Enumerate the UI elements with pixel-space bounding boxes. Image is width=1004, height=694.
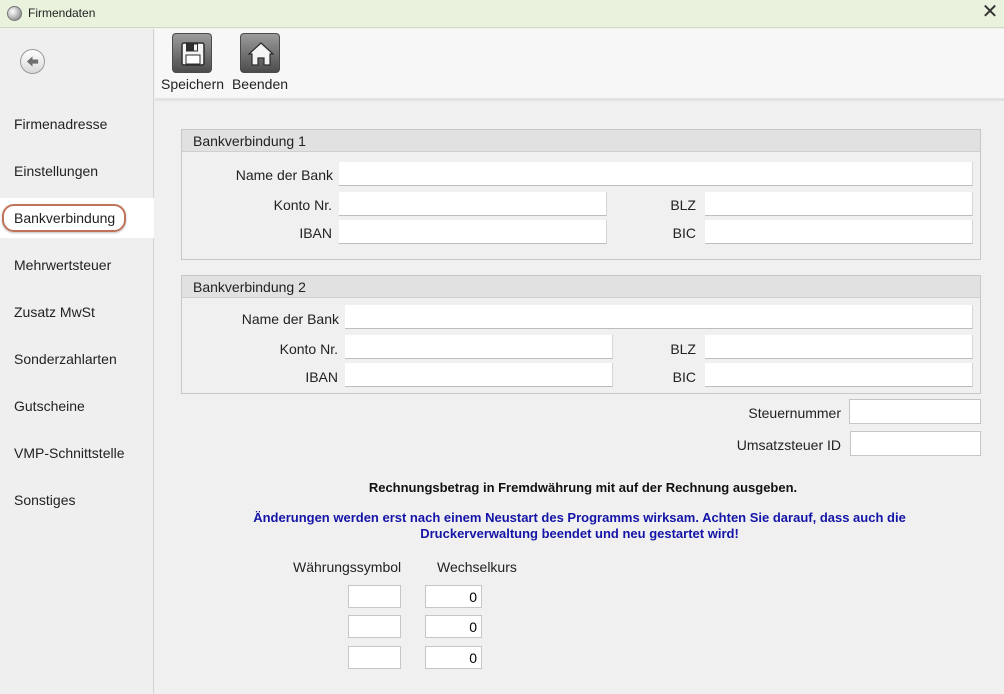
bank-account-1-group bbox=[181, 129, 981, 260]
vat-id-input[interactable] bbox=[850, 431, 981, 456]
sidebar-item-sonderzahlarten[interactable] bbox=[0, 339, 154, 379]
exit-button-label: Beenden bbox=[231, 76, 289, 92]
sidebar-item-label: Gutscheine bbox=[14, 398, 85, 414]
sidebar-item-label: Firmenadresse bbox=[14, 116, 108, 132]
currency-symbol-input-2[interactable] bbox=[348, 615, 401, 638]
close-button[interactable]: ✕ bbox=[981, 1, 999, 23]
foreign-currency-heading: Rechnungsbetrag in Fremdwährung mit auf der Rechnung ausgeben. bbox=[368, 480, 798, 495]
bank-name-input[interactable] bbox=[345, 305, 973, 329]
exit-button[interactable] bbox=[231, 33, 289, 92]
sidebar-item-label: Sonderzahlarten bbox=[14, 351, 117, 367]
sidebar-item-sonstiges[interactable] bbox=[0, 480, 154, 520]
sidebar-item-zusatz-mwst[interactable] bbox=[0, 292, 154, 332]
bank-name-label: Name der Bank bbox=[235, 167, 333, 183]
bic-label: BIC bbox=[672, 369, 696, 385]
account-number-label: Konto Nr. bbox=[273, 197, 332, 213]
exchange-rate-input-2[interactable] bbox=[425, 615, 482, 638]
vat-id-label: Umsatzsteuer ID bbox=[736, 437, 841, 453]
group-title: Bankverbindung 2 bbox=[182, 276, 980, 298]
arrow-left-icon bbox=[25, 54, 40, 69]
restart-notice-line-1: Änderungen werden erst nach einem Neustart des Programms wirksam. Achten Sie darauf, dass auch die bbox=[253, 510, 906, 525]
iban-label: IBAN bbox=[305, 369, 338, 385]
tax-number-label: Steuernummer bbox=[748, 405, 841, 421]
bank-name-label: Name der Bank bbox=[241, 311, 339, 327]
window-title: Firmendaten bbox=[28, 6, 96, 20]
sidebar-item-label: VMP-Schnittstelle bbox=[14, 445, 125, 461]
currency-symbol-input-3[interactable] bbox=[348, 646, 401, 669]
restart-notice-line-2: Druckerverwaltung beendet und neu gestartet wird! bbox=[420, 526, 739, 541]
toolbar bbox=[155, 29, 1004, 101]
sidebar-item-einstellungen[interactable] bbox=[0, 151, 154, 191]
blz-input[interactable] bbox=[705, 192, 973, 216]
tax-number-input[interactable] bbox=[849, 399, 981, 424]
currency-symbol-input-1[interactable] bbox=[348, 585, 401, 608]
sidebar-item-firmenadresse[interactable] bbox=[0, 104, 154, 144]
sidebar-item-bankverbindung[interactable] bbox=[0, 198, 154, 238]
currency-symbol-header: Währungssymbol bbox=[293, 559, 402, 575]
group-title: Bankverbindung 1 bbox=[182, 130, 980, 152]
bic-input[interactable] bbox=[705, 220, 973, 244]
title-bar bbox=[0, 0, 1004, 28]
floppy-disk-icon bbox=[180, 41, 206, 67]
blz-label: BLZ bbox=[670, 341, 696, 357]
sidebar-item-label: Zusatz MwSt bbox=[14, 304, 95, 320]
save-button[interactable] bbox=[161, 33, 223, 92]
blz-label: BLZ bbox=[670, 197, 696, 213]
account-number-input[interactable] bbox=[345, 335, 613, 359]
account-number-label: Konto Nr. bbox=[279, 341, 338, 357]
bic-label: BIC bbox=[672, 225, 696, 241]
save-button-label: Speichern bbox=[161, 76, 225, 92]
home-icon bbox=[248, 41, 274, 67]
sidebar-item-label: Mehrwertsteuer bbox=[14, 257, 112, 273]
main-content bbox=[155, 101, 1004, 694]
bank-name-input[interactable] bbox=[339, 162, 973, 186]
save-button-icon-frame bbox=[172, 33, 212, 73]
sidebar bbox=[0, 29, 154, 694]
bic-input[interactable] bbox=[705, 363, 973, 387]
exit-button-icon-frame bbox=[240, 33, 280, 73]
account-number-input[interactable] bbox=[339, 192, 607, 216]
sidebar-item-label: Bankverbindung bbox=[2, 204, 126, 232]
exchange-rate-header: Wechselkurs bbox=[437, 559, 517, 575]
iban-input[interactable] bbox=[339, 220, 607, 244]
blz-input[interactable] bbox=[705, 335, 973, 359]
exchange-rate-input-1[interactable] bbox=[425, 585, 482, 608]
app-icon bbox=[7, 6, 22, 21]
sidebar-item-vmp-schnittstelle[interactable] bbox=[0, 433, 154, 473]
sidebar-item-mehrwertsteuer[interactable] bbox=[0, 245, 154, 285]
sidebar-item-label: Sonstiges bbox=[14, 492, 76, 508]
iban-label: IBAN bbox=[299, 225, 332, 241]
sidebar-item-gutscheine[interactable] bbox=[0, 386, 154, 426]
bank-account-2-group bbox=[181, 275, 981, 394]
exchange-rate-input-3[interactable] bbox=[425, 646, 482, 669]
iban-input[interactable] bbox=[345, 363, 613, 387]
back-button[interactable] bbox=[20, 49, 45, 74]
sidebar-item-label: Einstellungen bbox=[14, 163, 99, 179]
